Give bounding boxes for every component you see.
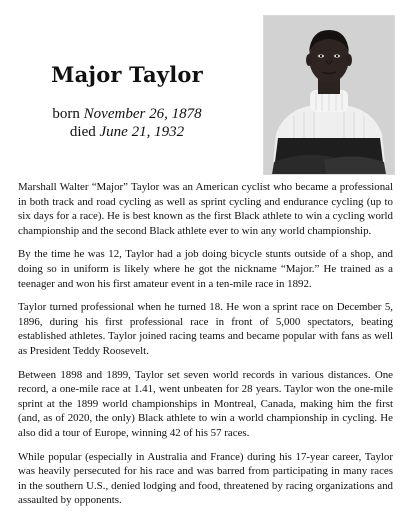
portrait-icon: [264, 16, 394, 174]
died-label: died: [69, 124, 96, 140]
header: [18, 20, 236, 170]
died-date: June 21, 1932: [99, 124, 185, 140]
paragraph-professional: Taylor turned professional when he turned 18. He won a sprint race on December 5, 1896, during his first professional race in front of 5,000 spectators, beating established athletes. Taylor joined racing teams and became popular with fans as well as President Teddy Roosevelt.: [18, 301, 393, 357]
paragraph-records: Between 1898 and 1899, Taylor set seven world records in various distances. One record, a one-mile race at 1.41, went unbeaten for 28 years. Taylor won the one-mile sprint at the 1899 world championships in Montreal, Canada, making him the first (and, as of 2020, the only) Black athlete to win a world championship in cycling. He also did a tour of Europe, winning 42 of his 57 races.: [18, 368, 393, 439]
paragraph-early-life: By the time he was 12, Taylor had a job doing bicycle stunts outside of a shop, and doing so in uniform is likely where he got the nickname “Major.” He trained as a teenager and won his first amateur event in a ten-mile race in 1892.: [18, 248, 393, 290]
biography-text: [18, 180, 393, 517]
born-line: [18, 105, 236, 123]
paragraph-intro: Marshall Walter “Major” Taylor was an American cyclist who became a professional in both track and road cycling as well as sprint cycling and endurance cycling (up to six days for a race). He is best known as the first Black athlete to win a cycling world championship and the second Black athlete ever to win any world championship.: [18, 181, 393, 237]
paragraph-persecution: While popular (especially in Australia and France) during his 17-year career, Taylor was heavily persecuted for his race and was barred from participating in many races in the southern U.S., denied lodging and food, threatened by racing organizations and assaulted by opponents.: [18, 450, 393, 507]
born-date: November 26, 1878: [83, 106, 202, 122]
page-title: Major Taylor: [51, 62, 203, 87]
life-dates: [18, 105, 236, 141]
born-label: born: [52, 106, 80, 122]
portrait-photo: [263, 15, 395, 175]
died-line: [18, 123, 236, 141]
